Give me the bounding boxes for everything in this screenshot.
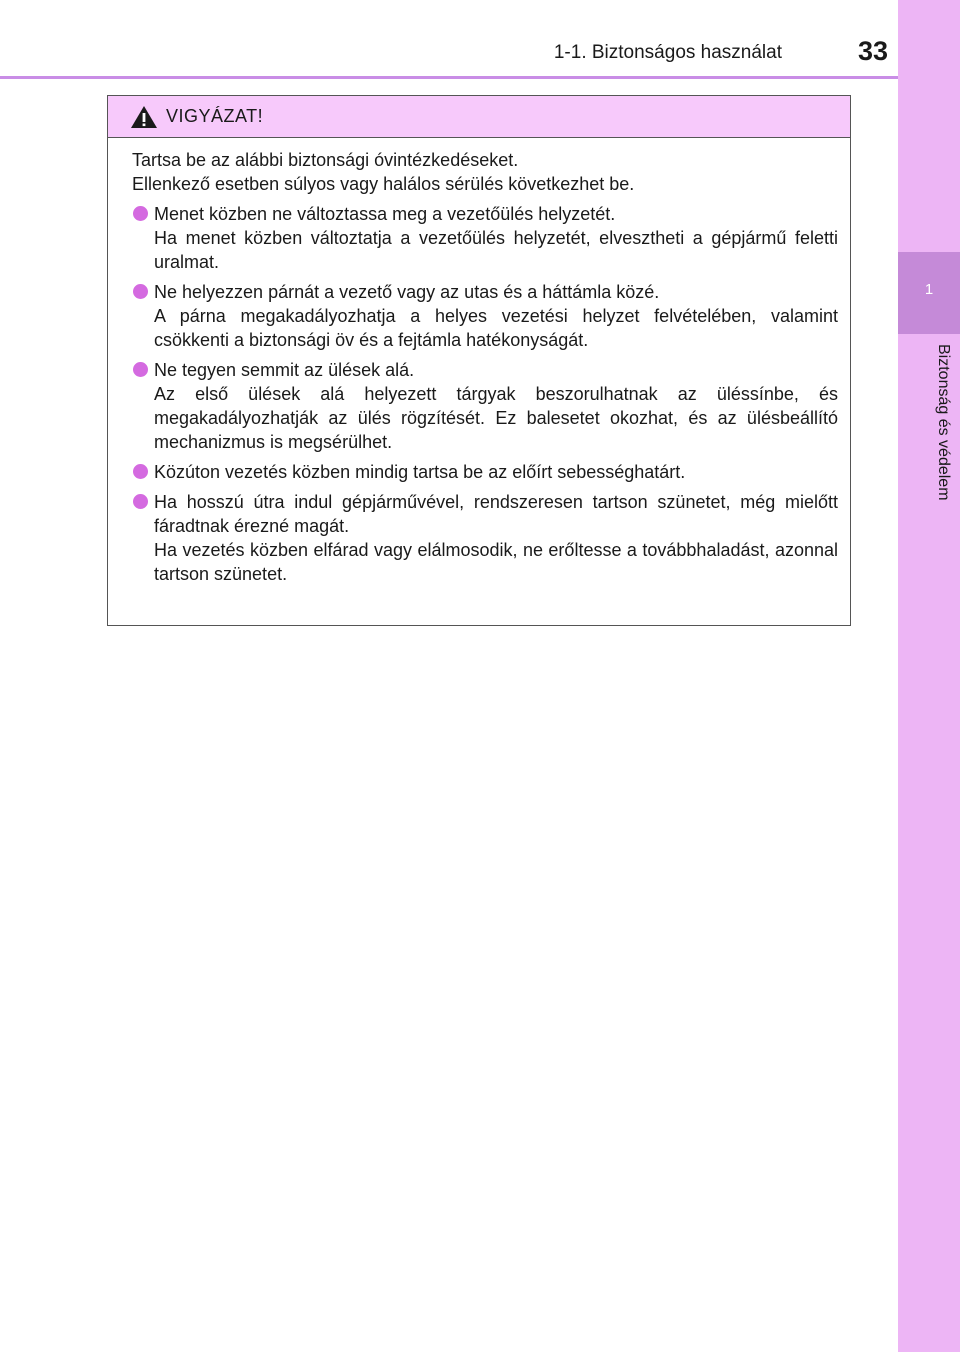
item-main: Ne tegyen semmit az ülések alá. <box>154 360 415 380</box>
chapter-number: 1 <box>898 252 960 334</box>
item-main: Ne helyezzen párnát a vezető vagy az utas és a háttámla közé. <box>154 282 660 302</box>
intro-line: Ellenkező esetben súlyos vagy halálos sérülés következhet be. <box>132 174 635 194</box>
warning-item <box>132 490 838 586</box>
item-detail: Ha vezetés közben elfárad vagy elálmosodik, ne erőltesse a továbbhaladást, azonnal tartson szünetet. <box>154 540 838 584</box>
bullet-icon <box>133 494 148 509</box>
intro-line: Tartsa be az alábbi biztonsági óvintézkedéseket. <box>132 150 519 170</box>
warning-triangle-icon <box>130 105 158 129</box>
warning-box <box>107 95 851 626</box>
bullet-icon <box>133 206 148 221</box>
warning-title: VIGYÁZAT! <box>166 106 264 126</box>
item-detail: Az első ülések alá helyezett tárgyak beszorulhatnak az üléssínbe, és megakadályozhatják az ülés rögzítését. Ez balesetet okozhat, és az ülésbeállító mechanizmus is megsérülhet. <box>154 384 838 452</box>
item-main: Közúton vezetés közben mindig tartsa be az előírt sebességhatárt. <box>154 462 686 482</box>
chapter-side-tab <box>898 0 960 1352</box>
warning-item <box>132 358 838 454</box>
warning-item <box>132 280 838 352</box>
warning-item <box>132 460 838 484</box>
section-title: 1-1. Biztonságos használat <box>553 42 782 63</box>
item-detail: A párna megakadályozhatja a helyes vezetési helyzet felvételében, valamint csökkenti a biztonsági öv és a fejtámla hatékonyságát. <box>154 306 838 350</box>
item-detail: Ha menet közben változtatja a vezetőülés helyzetét, elvesztheti a gépjármű feletti uralmat. <box>154 228 838 272</box>
item-main: Menet közben ne változtassa meg a vezetőülés helyzetét. <box>154 204 616 224</box>
bullet-icon <box>133 284 148 299</box>
bullet-icon <box>133 464 148 479</box>
warning-item <box>132 202 838 274</box>
header-rule <box>0 76 898 79</box>
bullet-icon <box>133 362 148 377</box>
item-main: Ha hosszú útra indul gépjárművével, rendszeresen tartson szünetet, még mielőtt fáradtnak érezné magát. <box>154 492 838 536</box>
page-number: 33 <box>857 36 888 66</box>
warning-body <box>108 138 850 586</box>
warning-intro <box>132 148 838 196</box>
chapter-title: Biztonság és védelem <box>935 344 952 501</box>
warning-header <box>108 96 850 138</box>
